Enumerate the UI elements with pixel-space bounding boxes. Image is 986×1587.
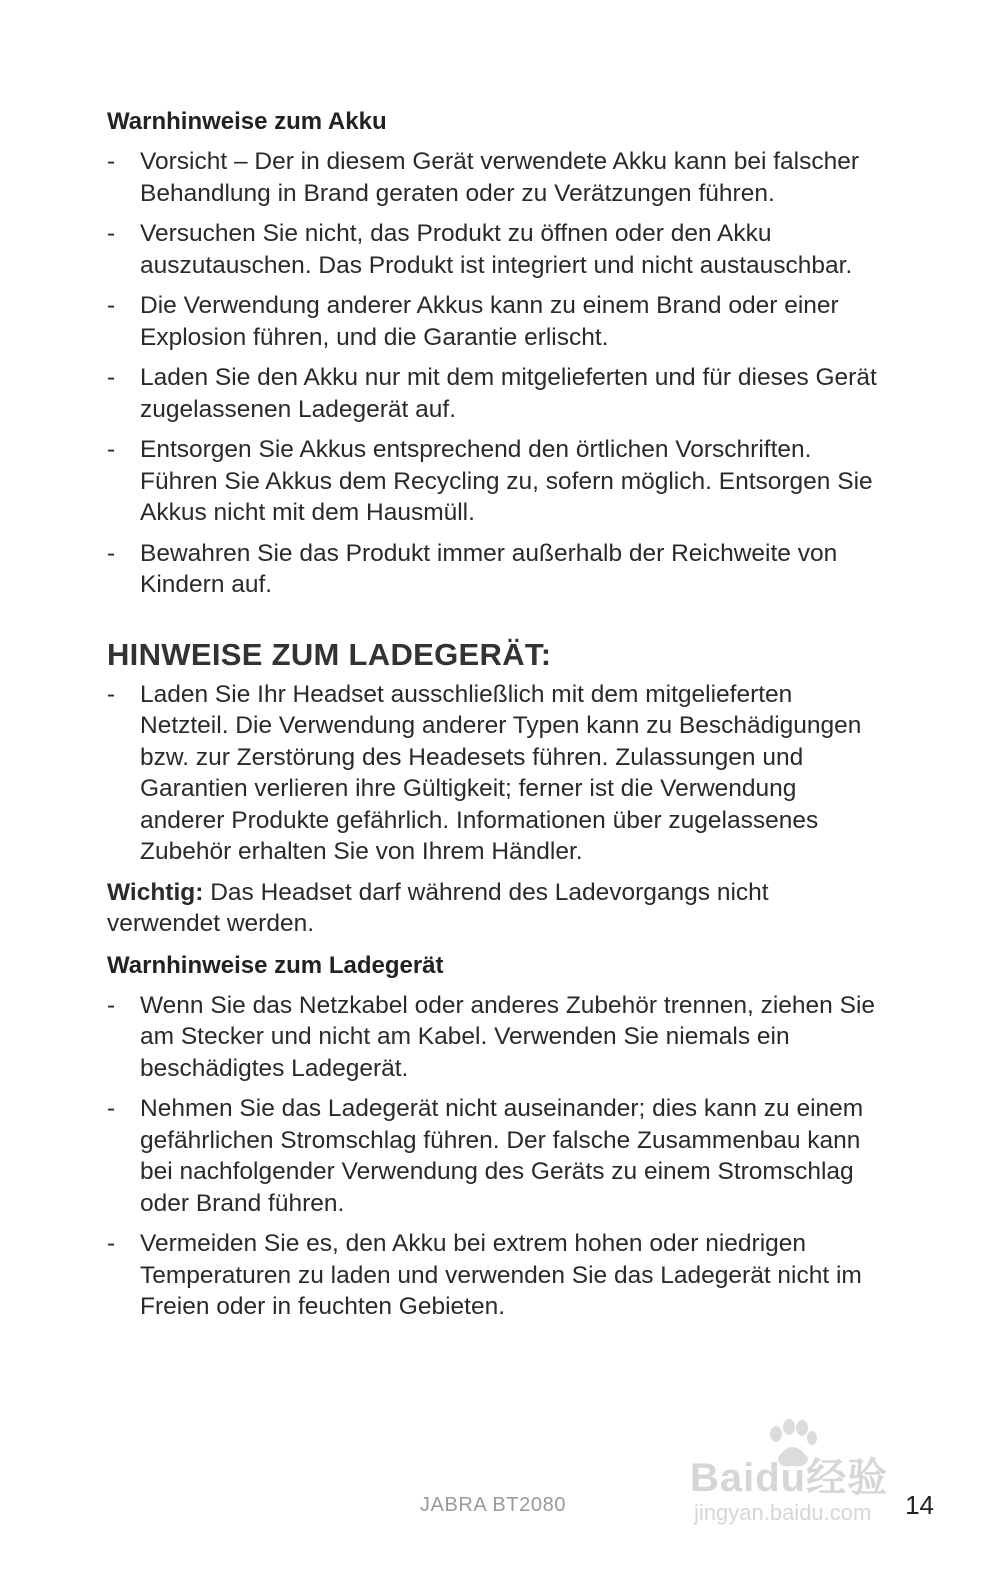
list-item <box>107 990 887 1085</box>
list-item-text: Versuchen Sie nicht, das Produkt zu öffnen oder den Akku auszutauschen. Das Produkt ist integriert und nicht austauschbar. <box>140 220 853 279</box>
footer-brand: JABRA BT2080 <box>419 1494 567 1516</box>
charger-warnings-list <box>107 990 887 1323</box>
list-item-text: Vermeiden Sie es, den Akku bei extrem hohen oder niedrigen Temperaturen zu laden und verwenden Sie das Ladegerät nicht im Freien oder in feuchten Gebieten. <box>140 1230 862 1320</box>
list-item <box>107 290 887 353</box>
bullet-dash: - <box>107 539 116 567</box>
bullet-dash: - <box>107 148 116 175</box>
list-item <box>107 434 887 529</box>
list-item-text: Vorsicht – Der in diesem Gerät verwendete Akku kann bei falscher Behandlung in Brand geraten oder zu Verätzungen führen. <box>140 148 860 207</box>
bullet-dash: - <box>107 1230 116 1257</box>
list-item <box>107 679 887 868</box>
bullet-dash: - <box>107 680 116 708</box>
bullet-dash: - <box>107 292 116 319</box>
watermark-url: jingyan.baidu.com <box>694 1500 872 1525</box>
charger-section-title: HINWEISE ZUM LADEGERÄT: <box>107 636 552 672</box>
important-note <box>107 877 887 940</box>
list-item-text: Entsorgen Sie Akkus entsprechend den örtlichen Vorschriften. Führen Sie Akkus dem Recycling zu, sofern möglich. Entsorgen Sie Akkus nicht mit dem Hausmüll. <box>140 436 873 526</box>
important-text: Das Headset darf während des Ladevorgangs nicht verwendet werden. <box>107 878 769 937</box>
bullet-dash: - <box>107 1095 116 1122</box>
list-item <box>107 218 887 281</box>
bullet-dash: - <box>107 220 116 247</box>
charger-warnings-heading: Warnhinweise zum Ladegerät <box>107 951 444 979</box>
list-item <box>107 1093 887 1219</box>
list-item-text: Laden Sie den Akku nur mit dem mitgelieferten und für dieses Gerät zugelassenen Ladegerät auf. <box>140 364 877 423</box>
page-content <box>107 106 887 1332</box>
important-label: Wichtig: <box>107 878 204 906</box>
battery-warnings-list <box>107 146 887 601</box>
list-item <box>107 1228 887 1323</box>
list-item-text: Wenn Sie das Netzkabel oder anderes Zubehör trennen, ziehen Sie am Stecker und nicht am Kabel. Verwenden Sie niemals ein beschädigtes Ladegerät. <box>140 991 876 1082</box>
list-item <box>107 362 887 425</box>
list-item <box>107 538 887 601</box>
battery-warnings-heading: Warnhinweise zum Akku <box>107 108 387 135</box>
list-item-text: Die Verwendung anderer Akkus kann zu einem Brand oder einer Explosion führen, und die Garantie erlischt. <box>140 292 839 351</box>
charger-notes-list <box>107 679 887 868</box>
bullet-dash: - <box>107 364 116 391</box>
page-number: 14 <box>905 1490 934 1520</box>
watermark-text: Baidu经验 <box>690 1456 889 1500</box>
bullet-dash: - <box>107 991 116 1019</box>
list-item-text: Laden Sie Ihr Headset ausschließlich mit dem mitgelieferten Netzteil. Die Verwendung anderer Typen kann zu Beschädigungen bzw. zur Zerstörung des Headesets führen. Zulassungen und Garantien verlieren ihre Gültigkeit; ferner ist die Verwendung anderer Produkte gefährlich. Informationen über zugelassenes Zubehör erhalten Sie von Ihrem Händler. <box>140 680 862 865</box>
list-item-text: Bewahren Sie das Produkt immer außerhalb der Reichweite von Kindern auf. <box>140 539 838 598</box>
list-item-text: Nehmen Sie das Ladegerät nicht auseinander; dies kann zu einem gefährlichen Stromschlag führen. Der falsche Zusammenbau kann bei nachfolgender Verwendung des Geräts zu einem Stromschlag oder Brand führen. <box>140 1095 864 1217</box>
list-item <box>107 146 887 209</box>
bullet-dash: - <box>107 436 116 463</box>
